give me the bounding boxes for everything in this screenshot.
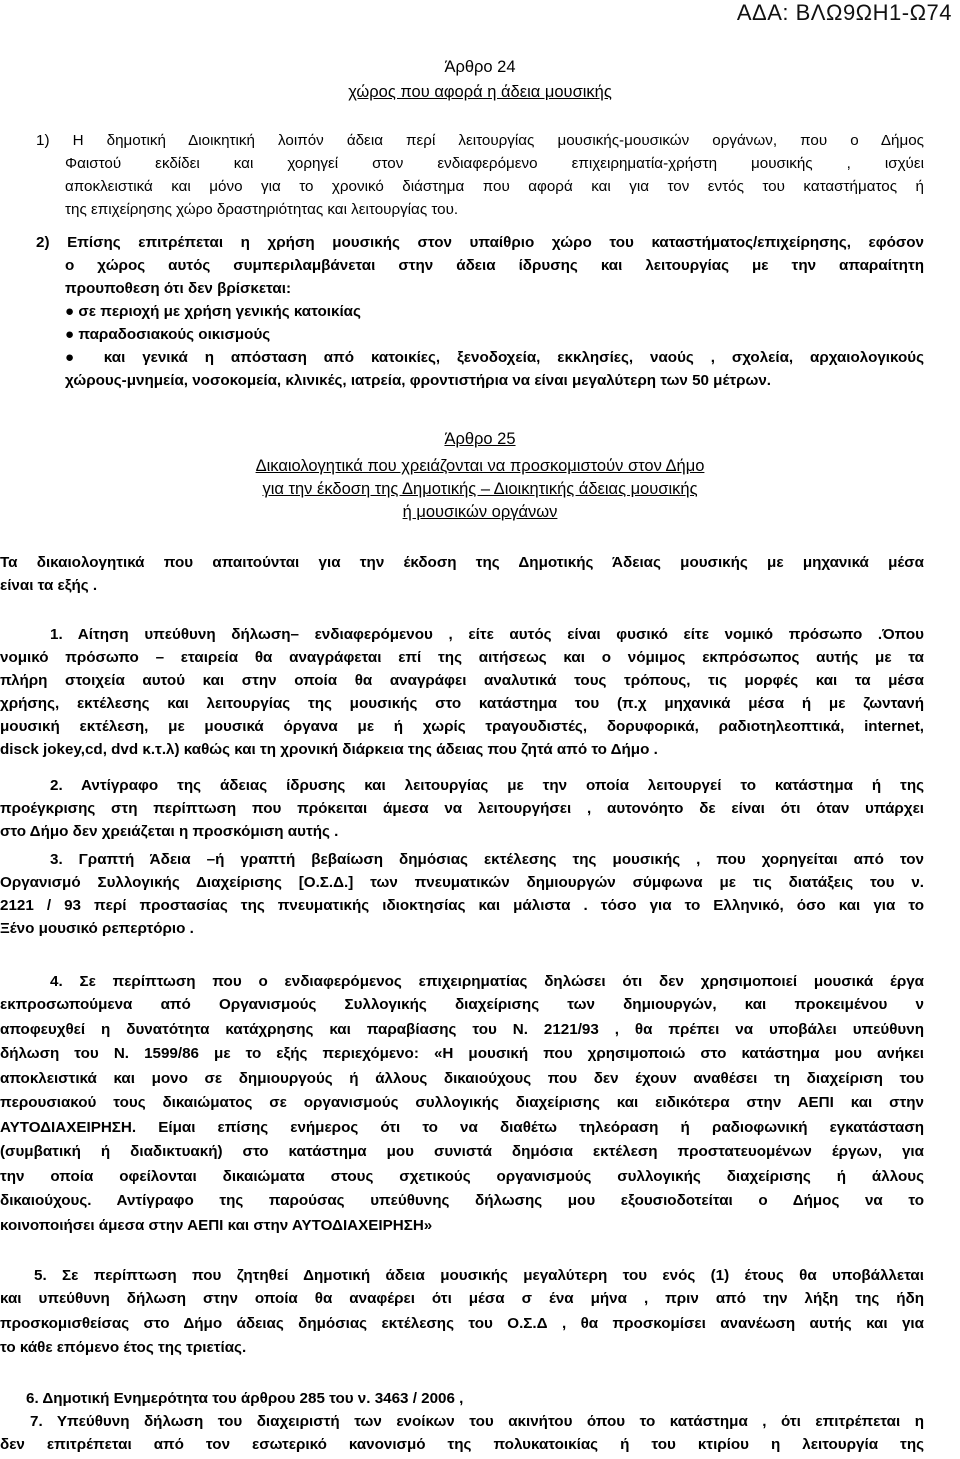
text-line: την οποία οφείλονται δικαιώματα στους σχετικούς οργανισμούς συλλογικής διαχείρισης ή άλλους bbox=[0, 1167, 924, 1185]
article-24-subtitle: χώρος που αφορά η άδεια μουσικής bbox=[348, 83, 612, 101]
bullet-item: ● και γενικά η απόσταση από κατοικίες, ξενοδοχεία, εκκλησίες, ναούς , σχολεία, αρχαιολογικούς bbox=[65, 349, 924, 366]
text-line: το κάθε επόμενο έτος της τριετίας. bbox=[0, 1339, 247, 1356]
text-line: δικαιούχους. Αντίγραφο της παρούσας υπεύθυνης δήλωσης μου εξουσιοδοτείται ο Δήμος να το bbox=[0, 1192, 924, 1209]
text-line: κοινοποιήσει άμεσα στην ΑΕΠΙ και στην ΑΥΤΟΔΙΑΧΕΙΡΗΣΗ» bbox=[0, 1216, 433, 1234]
text-line: 2) Επίσης επιτρέπεται η χρήση μουσικής στον υπαίθριο χώρο του καταστήματος/επιχείρησης, εφόσον bbox=[36, 234, 924, 251]
text-line: 2. Αντίγραφο της άδειας ίδρυσης και λειτουργίας με την οποία λειτουργεί το κατάστημα ή της bbox=[50, 777, 924, 794]
bullet-item: ● σε περιοχή με χρήση γενικής κατοικίας bbox=[65, 303, 361, 320]
text-line: χώρους-μνημεία, νοσοκομεία, κλινικές, ιατρεία, φροντιστήρια να είναι μεγαλύτερη των 50 μέτρων. bbox=[65, 372, 771, 389]
text-line: εκπροσωπούμενα από Οργανισμούς Συλλογικής διαχείρισης των δημιουργών, και προκειμένου ν bbox=[0, 996, 924, 1013]
text-line: 3. Γραπτή Άδεια –ή γραπτή βεβαίωση δημόσιας εκτέλεσης της μουσικής , που χορηγείται από τον bbox=[50, 851, 924, 868]
text-line: πλήρη στοιχεία αυτού και στην οποία θα αναγράφει αναλυτικά τους τρόπους, τις μορφές και τα μέσα bbox=[0, 672, 924, 689]
article-25-title: Άρθρο 25 bbox=[444, 430, 516, 448]
requirement-item-2 bbox=[0, 774, 924, 843]
article-24-paragraph-2 bbox=[36, 231, 924, 392]
text-line: μουσική εκτέλεση, με μουσικά όργανα με ή χωρίς τραγουδιστές, δορυφορικά, ραδιοτηλεοπτικά, internet, bbox=[0, 718, 924, 735]
text-line: 1. Αίτηση υπεύθυνη δήλωση– ενδιαφερόμενου , είτε αυτός είναι φυσικό είτε νομικό πρόσωπο .Όπου bbox=[50, 626, 924, 643]
text-line: Φαιστού εκδίδει και χορηγεί στον ενδιαφερόμενο επιχειρηματία-χρήστη μουσικής , ισχύει bbox=[65, 155, 924, 172]
text-line: Οργανισμό Συλλογικής Διαχείρισης [Ο.Σ.Δ.] των πνευματικών δημιουργών σύμφωνα με τις διατάξεις του ν. bbox=[0, 874, 924, 891]
text-line: και υπεύθυνη δήλωση στην οποία θα αναφέρει ότι μέσα σ ένα μήνα , πριν από την λήξη της ήδη bbox=[0, 1290, 924, 1307]
text-line: δεν επιτρέπεται από τον εσωτερικό κανονισμό της πολυκατοικίας ή του κτιρίου η λειτουργία της bbox=[0, 1436, 924, 1453]
text-line: αποκλειστικά και μόνο για το χρονικό διάστημα που αφορά και για τον εντός του καταστήματος ή bbox=[65, 178, 924, 195]
text-line: (συμβατική ή διαδικτυακή) στο κατάστημα μου συνιστά δημόσια εκτέλεση προστατευομένων έργων, για bbox=[0, 1143, 924, 1160]
text-line: αποφευχθεί η δυνατότητα κατάχρησης και παραβίασης του Ν. 2121/93 , θα πρέπει να υποβάλει υπεύθυνη bbox=[0, 1020, 924, 1038]
text-line: ΑΥΤΟΔΙΑΧΕΙΡΗΣΗ. Είμαι επίσης ενήμερος ότι το να διαθέτω τηλεόραση ή ραδιοφωνική εγκατάσταση bbox=[0, 1118, 924, 1136]
text-line: περουσιακού τους δικαιώματος σε οργανισμούς συλλογικής διαχείρισης και ειδικότερα στην ΑΕΠΙ και στην bbox=[0, 1094, 924, 1111]
requirement-item-7 bbox=[0, 1410, 924, 1456]
text-line: 4. Σε περίπτωση που ο ενδιαφερόμενος επιχειρηματίας δηλώσει ότι δεν χρησιμοποιεί μουσικά έργα bbox=[50, 973, 924, 990]
article-25-intro bbox=[0, 551, 924, 597]
text-line: αποκλειστικά και μονο σε δημιουργούς ή άλλους δικαιούχους που δεν έχουν αναθέσει τη διαχείριση του bbox=[0, 1069, 924, 1087]
text-line: Τα δικαιολογητικά που απαιτούνται για την έκδοση της Δημοτικής Άδειας μουσικής με μηχανικά μέσα bbox=[0, 554, 924, 571]
requirement-item-3 bbox=[0, 848, 924, 940]
article-25-subtitle: Δικαιολογητικά που χρειάζονται να προσκομιστούν στον Δήμο για την έκδοση της Δημοτικής – Διοικητικής άδειας μουσικής ή μουσικών οργάνων bbox=[255, 457, 705, 521]
text-line: Ξένο μουσικό ρεπερτόριο . bbox=[0, 920, 194, 937]
text-line: είναι τα εξής . bbox=[0, 577, 98, 594]
text-line: δήλωση του Ν. 1599/86 με το εξής περιεχόμενο: «Η μουσική που χρησιμοποιώ στο κατάστημα μου ανήκει bbox=[0, 1045, 924, 1062]
text-line: 2121 / 93 περί προστασίας της πνευματικής ιδιοκτησίας και μάλιστα . τόσο για το Ελληνικό, όσο και για το bbox=[0, 897, 924, 914]
text-line: χρήσης, εκτέλεσης και λειτουργίας της μουσικής στο κατάστημα του (π.χ μηχανικά μέσα ή με ζωντανή bbox=[0, 695, 924, 712]
text-line: στο Δήμο δεν χρειάζεται η προσκόμιση αυτής . bbox=[0, 823, 339, 840]
ada-code: ΑΔΑ: ΒΛΩ9ΩΗ1-Ω74 bbox=[736, 0, 952, 25]
requirement-item-4 bbox=[0, 970, 924, 1238]
text-line: νομικό πρόσωπο – εταιρεία θα αναγράφεται επί της αιτήσεως και ο νόμιμος εκπρόσωπος αυτής με τα bbox=[0, 649, 924, 666]
article-24-paragraph-1 bbox=[36, 129, 924, 221]
text-line: 6. Δημοτική Ενημερότητα του άρθρου 285 του ν. 3463 / 2006 , bbox=[26, 1390, 464, 1407]
article-24-title: Άρθρο 24 bbox=[444, 58, 516, 76]
text-line: προυποθεση ότι δεν βρίσκεται: bbox=[65, 280, 292, 297]
text-line: ο χώρος αυτός συμπεριλαμβάνεται στην άδεια ίδρυσης και λειτουργίας με την απαραίτητη bbox=[65, 257, 924, 274]
text-line: 1) Η δημοτική Διοικητική λοιπόν άδεια περί λειτουργίας μουσικής-μουσικών οργάνων, που ο Δήμος bbox=[36, 132, 924, 149]
text-line: 5. Σε περίπτωση που ζητηθεί Δημοτική άδεια μουσικής μεγαλύτερη του ενός (1) έτους θα υποβάλλεται bbox=[34, 1267, 924, 1284]
text-line: disck jokey,cd, dvd κ.τ.λ) καθώς και τη χρονική διάρκεια της άδειας που ζητά από το Δήμο . bbox=[0, 741, 658, 758]
requirement-item-5 bbox=[0, 1264, 924, 1361]
requirement-item-6 bbox=[0, 1387, 924, 1410]
requirement-item-1 bbox=[0, 623, 924, 761]
text-line: προέγκρισης στη περίπτωση που πρόκειται άμεσα να λειτουργήσει , αυτονόητο δε είναι ότι όταν υπάρχει bbox=[0, 800, 924, 817]
text-line: προσκομισθείσας στο Δήμο άδειας δημόσιας εκτέλεσης του Ο.Σ.Δ , θα προσκομίσει ανανέωση αυτής και για bbox=[0, 1314, 924, 1332]
text-line: της επιχείρησης χώρο δραστηριότητας και λειτουργίας του. bbox=[65, 201, 459, 218]
bullet-item: ● παραδοσιακούς οικισμούς bbox=[65, 326, 271, 343]
text-line: 7. Υπεύθυνη δήλωση του διαχειριστή των ενοίκων του ακινήτου όπου το κατάστημα , ότι επιτρέπεται η bbox=[30, 1413, 924, 1430]
